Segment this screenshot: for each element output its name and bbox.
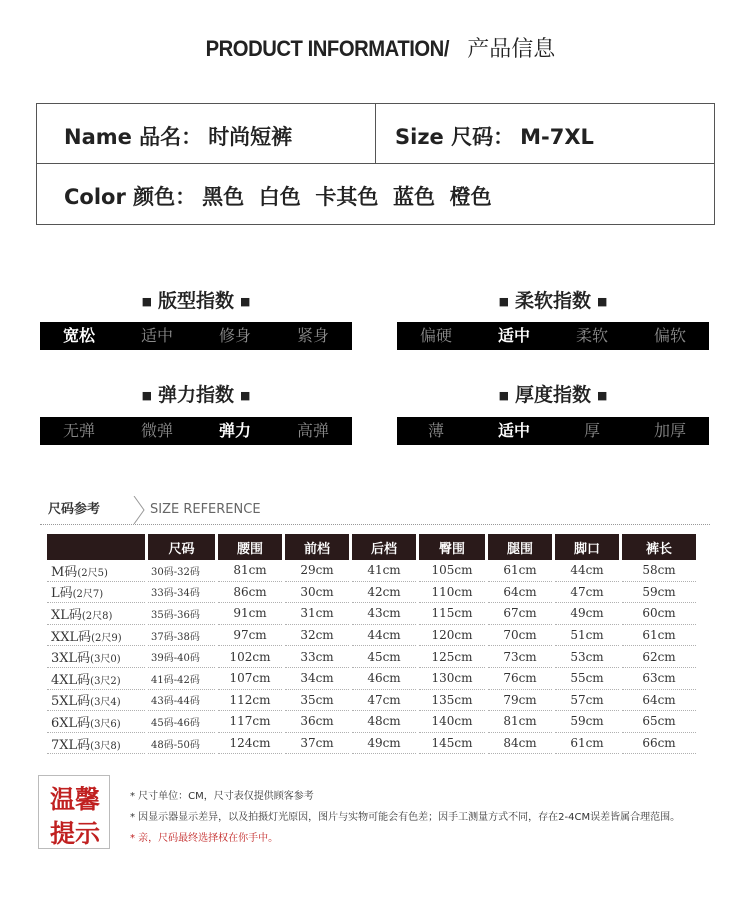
stretch-option-none: 无弹 (62, 421, 95, 440)
table-cell: 39码-40码 (148, 646, 215, 668)
table-cell: 124cm (218, 733, 282, 755)
tip-item: * 亲，尺码最终选择权在你手中。 (130, 833, 279, 844)
softness-option-soft: 柔软 (575, 326, 608, 345)
table-cell: 91cm (218, 603, 282, 625)
table-cell: 81cm (218, 560, 282, 582)
table-cell: 66cm (622, 733, 696, 755)
table-cell: 73cm (488, 646, 552, 668)
table-cell: 44cm (352, 625, 416, 647)
table-row (47, 646, 696, 668)
table-cell: 45cm (352, 646, 416, 668)
table-cell: 43码-44码 (148, 690, 215, 712)
table-row (47, 582, 696, 604)
table-cell: 45码-46码 (148, 711, 215, 733)
product-info-box (36, 103, 715, 225)
tips-label-box (38, 775, 110, 849)
column-header (47, 534, 145, 560)
table-cell: 81cm (488, 711, 552, 733)
table-row (47, 603, 696, 625)
table-cell: 57cm (555, 690, 619, 712)
table-cell: 49cm (555, 603, 619, 625)
column-header: 裤长 (622, 534, 696, 560)
table-cell: 105cm (419, 560, 485, 582)
tip-item: * 因显示器显示差异，以及拍摄灯光原因，图片与实物可能会有色差；因手工测量方式不同，存在2-4CM误差皆属合理范围。 (130, 812, 681, 823)
size-cell: 3XL码(3尺0) (47, 646, 145, 668)
table-cell: 33cm (285, 646, 349, 668)
table-cell: 60cm (622, 603, 696, 625)
table-cell: 29cm (285, 560, 349, 582)
column-header: 腿围 (488, 534, 552, 560)
thickness-option-medium: 适中 (497, 421, 530, 440)
table-cell: 31cm (285, 603, 349, 625)
fit-option-slim: 修身 (218, 326, 251, 345)
table-cell: 102cm (218, 646, 282, 668)
tips-label-line2: 提示 (49, 819, 100, 848)
column-header: 脚口 (555, 534, 619, 560)
table-cell: 30cm (285, 582, 349, 604)
table-row (47, 690, 696, 712)
table-cell: 130cm (419, 668, 485, 690)
table-cell: 33码-34码 (148, 582, 215, 604)
table-cell: 117cm (218, 711, 282, 733)
table-cell: 65cm (622, 711, 696, 733)
softness-index-title: ■ 柔软指数 ■ (498, 290, 608, 312)
column-header: 尺码 (148, 534, 215, 560)
table-cell: 140cm (419, 711, 485, 733)
table-row (47, 560, 696, 582)
table-cell: 59cm (622, 582, 696, 604)
table-cell: 43cm (352, 603, 416, 625)
size-cell: L码(2尺7) (47, 582, 145, 604)
table-cell: 46cm (352, 668, 416, 690)
tips-section (38, 773, 718, 847)
size-reference-subtitle: SIZE REFERENCE (150, 502, 261, 517)
column-header: 腰围 (218, 534, 282, 560)
stretch-option-slight: 微弹 (140, 421, 173, 440)
table-cell: 112cm (218, 690, 282, 712)
stretch-option-stretch: 弹力 (218, 421, 251, 440)
table-cell: 35cm (285, 690, 349, 712)
table-cell: 61cm (622, 625, 696, 647)
table-cell: 49cm (352, 733, 416, 755)
table-cell: 48码-50码 (148, 733, 215, 755)
chevron-right-icon (132, 496, 146, 524)
table-cell: 125cm (419, 646, 485, 668)
softness-option-softer: 偏软 (653, 326, 686, 345)
table-cell: 48cm (352, 711, 416, 733)
size-table (44, 534, 699, 754)
name-value: 时尚短裤 (208, 125, 293, 149)
table-cell: 53cm (555, 646, 619, 668)
size-table-header (47, 534, 696, 560)
softness-index-bar (397, 322, 709, 350)
color-value: 黑色 白色 卡其色 蓝色 橙色 (202, 185, 492, 209)
table-row (47, 711, 696, 733)
fit-option-loose: 宽松 (62, 326, 95, 345)
title-chinese: 产品信息 (467, 37, 556, 62)
page-title (0, 32, 750, 63)
table-cell: 97cm (218, 625, 282, 647)
size-cell: 7XL码(3尺8) (47, 733, 145, 755)
size-cell: XXL码(2尺9) (47, 625, 145, 647)
size-value: M-7XL (520, 125, 594, 149)
column-header: 前档 (285, 534, 349, 560)
table-cell: 32cm (285, 625, 349, 647)
table-cell: 47cm (352, 690, 416, 712)
table-cell: 63cm (622, 668, 696, 690)
table-cell: 135cm (419, 690, 485, 712)
table-cell: 107cm (218, 668, 282, 690)
table-cell: 62cm (622, 646, 696, 668)
fit-option-tight: 紧身 (296, 326, 329, 345)
column-header: 后档 (352, 534, 416, 560)
thickness-option-extra-thick: 加厚 (653, 421, 686, 440)
table-cell: 37码-38码 (148, 625, 215, 647)
tips-label-line1: 温馨 (49, 785, 100, 814)
name-field (64, 121, 292, 151)
table-cell: 84cm (488, 733, 552, 755)
table-cell: 70cm (488, 625, 552, 647)
table-cell: 36cm (285, 711, 349, 733)
size-cell: M码(2尺5) (47, 560, 145, 582)
fit-index-bar (40, 322, 352, 350)
table-cell: 44cm (555, 560, 619, 582)
thickness-index-bar (397, 417, 709, 445)
table-cell: 41cm (352, 560, 416, 582)
size-reference-tab: 尺码参考 (48, 502, 101, 517)
table-row (47, 668, 696, 690)
table-cell: 30码-32码 (148, 560, 215, 582)
table-cell: 79cm (488, 690, 552, 712)
thickness-option-thick: 厚 (583, 421, 600, 440)
thickness-option-thin: 薄 (427, 421, 444, 440)
table-cell: 145cm (419, 733, 485, 755)
table-cell: 86cm (218, 582, 282, 604)
table-row (47, 625, 696, 647)
stretch-option-high: 高弹 (296, 421, 329, 440)
softness-option-hard: 偏硬 (419, 326, 452, 345)
table-cell: 76cm (488, 668, 552, 690)
table-cell: 61cm (488, 560, 552, 582)
table-cell: 64cm (622, 690, 696, 712)
stretch-index-title: ■ 弹力指数 ■ (141, 384, 251, 406)
table-cell: 47cm (555, 582, 619, 604)
table-row (47, 733, 696, 755)
divider (40, 524, 710, 525)
table-cell: 51cm (555, 625, 619, 647)
table-cell: 120cm (419, 625, 485, 647)
color-field (64, 181, 492, 211)
fit-option-regular: 适中 (140, 326, 173, 345)
tip-item: * 尺寸单位：CM，尺寸表仅提供顾客参考 (130, 791, 314, 802)
name-label: Name 品名： (64, 125, 203, 149)
thickness-index-title: ■ 厚度指数 ■ (498, 384, 608, 406)
size-cell: 6XL码(3尺6) (47, 711, 145, 733)
size-label: Size 尺码： (395, 125, 515, 149)
size-cell: 5XL码(3尺4) (47, 690, 145, 712)
table-cell: 41码-42码 (148, 668, 215, 690)
table-cell: 61cm (555, 733, 619, 755)
size-field (395, 121, 594, 151)
table-cell: 37cm (285, 733, 349, 755)
softness-option-medium: 适中 (497, 326, 530, 345)
table-cell: 35码-36码 (148, 603, 215, 625)
table-cell: 58cm (622, 560, 696, 582)
stretch-index-bar (40, 417, 352, 445)
size-cell: 4XL码(3尺2) (47, 668, 145, 690)
fit-index-title: ■ 版型指数 ■ (141, 290, 251, 312)
size-cell: XL码(2尺8) (47, 603, 145, 625)
name-cell (37, 104, 376, 164)
info-row-name-size (37, 104, 714, 164)
table-cell: 67cm (488, 603, 552, 625)
table-cell: 64cm (488, 582, 552, 604)
column-header: 臀围 (419, 534, 485, 560)
table-cell: 34cm (285, 668, 349, 690)
table-cell: 115cm (419, 603, 485, 625)
color-label: Color 颜色： (64, 185, 197, 209)
table-cell: 59cm (555, 711, 619, 733)
table-cell: 55cm (555, 668, 619, 690)
table-cell: 42cm (352, 582, 416, 604)
table-cell: 110cm (419, 582, 485, 604)
title-english: PRODUCT INFORMATION/ (205, 36, 449, 61)
